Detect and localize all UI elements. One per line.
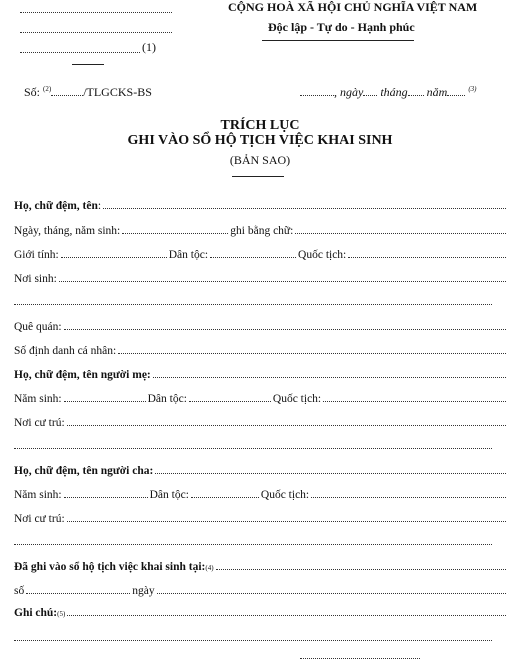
label-ngay: ngày — [132, 585, 155, 597]
date-ngay: , ngày — [334, 85, 364, 99]
row-mother-residence — [14, 416, 508, 429]
fill-father-yob — [64, 488, 148, 498]
label-notes: Ghi chú: — [14, 607, 58, 619]
label-father-nationality: Quốc tịch: — [260, 489, 310, 501]
fill-full-name — [103, 199, 506, 209]
row-personal-id — [14, 344, 508, 357]
row-mother-info — [14, 392, 508, 405]
label-father-residence: Nơi cư trú: — [14, 513, 65, 525]
label-full-name: Họ, chữ đệm, tên — [14, 200, 98, 212]
label-dob-words: ghi bằng chữ: — [230, 225, 294, 237]
fill-gender — [61, 248, 167, 258]
label-registered-at: Đã ghi vào sổ hộ tịch việc khai sinh tại: — [14, 561, 206, 573]
motto-underline — [262, 40, 414, 41]
label-father-ethnicity: Dân tộc: — [149, 489, 189, 501]
fill-mother-residence-2 — [14, 448, 492, 449]
agency-underline — [72, 64, 104, 65]
label-mother-name: Họ, chữ đệm, tên người mẹ: — [14, 369, 151, 381]
label-mother-residence: Nơi cư trú: — [14, 417, 65, 429]
label-father-name: Họ, chữ đệm, tên người cha: — [14, 465, 154, 477]
title-line-2: GHI VÀO SỔ HỘ TỊCH VIỆC KHAI SINH — [127, 133, 393, 148]
republic-title: CỘNG HOÀ XÃ HỘI CHỦ NGHĨA VIỆT NAM — [228, 0, 478, 14]
row-father-info — [14, 488, 508, 501]
date-nam: năm — [426, 85, 448, 99]
notes-sup: (5) — [57, 610, 66, 618]
label-nationality: Quốc tịch: — [298, 249, 347, 261]
label-mother-yob: Năm sinh: — [14, 393, 62, 405]
row-hometown — [14, 320, 508, 333]
title-underline — [232, 176, 284, 177]
so-fill — [51, 85, 83, 96]
row-mother-name — [14, 368, 508, 381]
fill-ngay — [157, 584, 506, 594]
agency-line-2 — [20, 32, 172, 33]
fill-mother-residence — [67, 416, 506, 426]
title-line-3: (BẢN SAO) — [229, 153, 291, 167]
fill-ethnicity — [210, 248, 296, 258]
signature-date-line — [300, 658, 420, 659]
row-father-residence — [14, 512, 508, 525]
date-thang: tháng — [380, 85, 408, 99]
row-notes — [14, 606, 508, 619]
title-line-1: TRÍCH LỤC — [220, 118, 300, 133]
fill-hometown — [64, 320, 506, 330]
fill-so — [26, 584, 130, 594]
fill-dob-words — [295, 224, 506, 234]
label-gender: Giới tính: — [14, 249, 59, 261]
registered-sup: (4) — [205, 564, 214, 572]
label-birthplace: Nơi sinh: — [14, 273, 57, 285]
so-code: /TLGCKS-BS — [83, 85, 152, 99]
label-mother-ethnicity: Dân tộc: — [147, 393, 187, 405]
fill-registered-at — [216, 560, 506, 570]
date-sup: (3) — [468, 85, 477, 93]
label-hometown: Quê quán: — [14, 321, 62, 333]
place-fill — [300, 85, 334, 96]
row-full-name: Họ, chữ đệm, tên : — [14, 199, 508, 212]
fill-birthplace-2 — [14, 304, 492, 305]
agency-line-1 — [20, 12, 172, 13]
so-sup: (2) — [43, 85, 52, 93]
day-fill — [363, 85, 377, 96]
label-ethnicity: Dân tộc: — [168, 249, 209, 261]
year-fill — [447, 85, 465, 96]
fill-father-ethnicity — [191, 488, 259, 498]
fill-mother-nationality — [323, 392, 506, 402]
row-birthplace — [14, 272, 508, 285]
document-number — [24, 85, 152, 100]
fill-notes-2 — [14, 640, 492, 641]
fill-birthplace — [59, 272, 506, 282]
fill-father-name — [155, 464, 506, 474]
fill-nationality — [348, 248, 506, 258]
row-registered-at — [14, 560, 508, 573]
fill-personal-id — [118, 344, 506, 354]
label-mother-nationality: Quốc tịch: — [272, 393, 322, 405]
row-gender — [14, 248, 508, 261]
fill-notes — [67, 606, 506, 616]
month-fill — [408, 85, 424, 96]
agency-line-3-suffix: (1) — [142, 40, 156, 54]
fill-mother-yob — [64, 392, 146, 402]
label-dob: Ngày, tháng, năm sinh: — [14, 225, 121, 237]
fill-mother-ethnicity — [189, 392, 271, 402]
row-dob — [14, 224, 508, 237]
motto: Độc lập - Tự do - Hạnh phúc — [268, 20, 415, 34]
so-label: Số: — [24, 85, 41, 99]
agency-line-3 — [20, 52, 140, 53]
row-so-ngay — [14, 584, 508, 597]
fill-father-residence-2 — [14, 544, 492, 545]
fill-dob — [122, 224, 228, 234]
fill-mother-name — [153, 368, 506, 378]
document-date — [300, 85, 477, 100]
label-father-yob: Năm sinh: — [14, 489, 62, 501]
label-personal-id: Số định danh cá nhân: — [14, 345, 117, 357]
label-so: số — [14, 585, 25, 597]
fill-father-residence — [67, 512, 506, 522]
fill-father-nationality — [311, 488, 506, 498]
row-father-name — [14, 464, 508, 477]
